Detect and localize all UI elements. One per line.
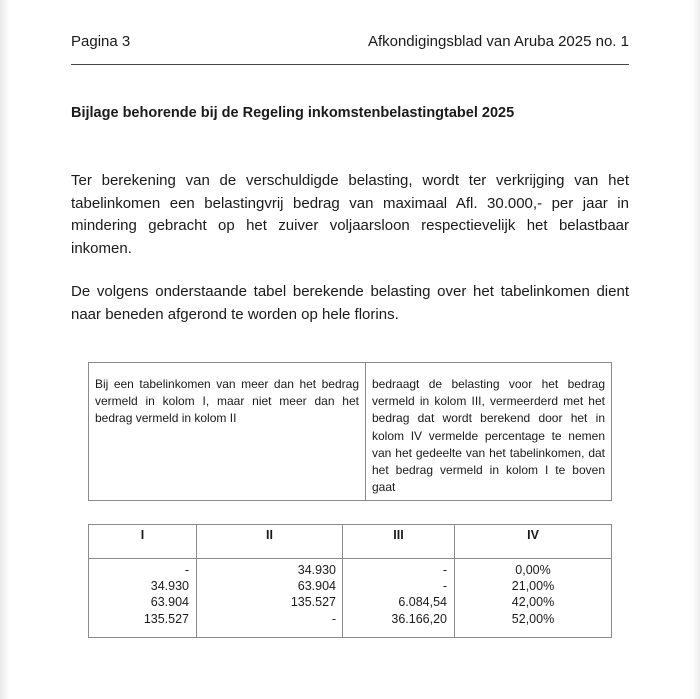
column-iv-values — [455, 562, 611, 627]
paragraph-tax-free-amount: Ter berekening van de verschuldigde belasting, wordt ter verkrijging van het tabelinkomen een belastingvrij bedrag van maximaal Afl. 30.000,- per jaar in mindering gebracht op het zuiver voljaarsloon respectievelijk het belastbaar inkomen. — [71, 172, 629, 257]
table-cell: - — [442, 579, 447, 594]
table-cell: 0,00% — [515, 563, 551, 577]
page-edge-right — [692, 0, 700, 699]
page-edge-left — [0, 0, 10, 699]
table-cell: 63.904 — [297, 579, 336, 594]
column-header-ii: II — [266, 528, 273, 542]
explanation-income-condition: Bij een tabelinkomen van meer dan het bedrag vermeld in kolom I, maar niet meer dan het bedrag vermeld in kolom II — [89, 363, 366, 500]
column-ii-values — [197, 562, 336, 627]
column-header-iv: IV — [527, 528, 539, 542]
page-header — [71, 33, 629, 53]
table-cell: - — [442, 563, 447, 577]
document-title: Bijlage behorende bij de Regeling inkomstenbelastingtabel 2025 — [71, 105, 515, 121]
table-cell: 36.166,20 — [391, 611, 447, 626]
page-number: Pagina 3 — [71, 33, 131, 50]
table-cell: 34.930 — [150, 579, 189, 594]
table-cell: 63.904 — [150, 595, 189, 610]
explanation-tax-rule: bedraagt de belasting voor het bedrag vermeld in kolom III, vermeerderd met het bedrag dat wordt berekend door het in kolom IV vermelde percentage te nemen van het gedeelte van het tabelinkomen, dat het bedrag vermeld in kolom I te boven gaat — [372, 377, 605, 495]
column-header-i: I — [140, 528, 145, 542]
table-cell: 135.527 — [143, 611, 189, 626]
table-cell: 21,00% — [511, 579, 555, 594]
column-header-iii: III — [393, 528, 404, 542]
table-cell: - — [331, 611, 336, 626]
table-cell: 34.930 — [297, 563, 336, 577]
paragraph-rounding: De volgens onderstaande tabel berekende belasting over het tabelinkomen dient naar beneden afgerond te worden op hele florins. — [71, 283, 629, 323]
table-cell: 42,00% — [511, 595, 555, 610]
column-iii-values — [343, 562, 447, 627]
table-cell: - — [184, 563, 189, 577]
publication-title: Afkondigingsblad van Aruba 2025 no. 1 — [367, 33, 629, 50]
explanation-table — [88, 362, 612, 501]
table-cell: 52,00% — [511, 611, 555, 626]
table-cell: 135.527 — [290, 595, 336, 610]
table-cell: 6.084,54 — [398, 595, 447, 610]
tax-rate-table — [88, 524, 612, 638]
column-i-values — [89, 562, 189, 627]
header-divider — [71, 64, 629, 65]
